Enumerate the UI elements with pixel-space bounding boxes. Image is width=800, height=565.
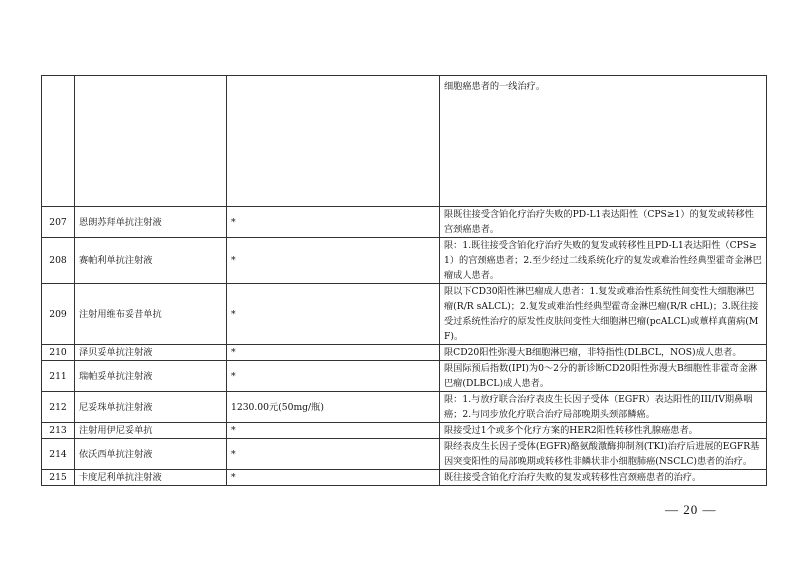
table-row bbox=[42, 439, 767, 470]
drug-name: 瑞帕妥单抗注射液 bbox=[75, 361, 227, 392]
table-row-continuation bbox=[42, 76, 767, 207]
page-number: — 20 — bbox=[665, 502, 717, 517]
row-number bbox=[42, 76, 75, 207]
drug-name bbox=[75, 76, 227, 207]
table-row bbox=[42, 470, 767, 486]
drug-restriction: 限经表皮生长因子受体(EGFR)酪氨酸激酶抑制剂(TKI)治疗后进展的EGFR基因突变阳性的局部晚期或转移性非鳞状非小细胞肺癌(NSCLC)患者的治疗。 bbox=[440, 439, 767, 470]
table-row bbox=[42, 207, 767, 238]
drug-price: * bbox=[227, 361, 440, 392]
drug-price: * bbox=[227, 238, 440, 284]
drug-price: * bbox=[227, 207, 440, 238]
drug-name: 卡度尼利单抗注射液 bbox=[75, 470, 227, 486]
drug-price bbox=[227, 76, 440, 207]
drug-price: * bbox=[227, 345, 440, 361]
drug-name: 尼妥珠单抗注射液 bbox=[75, 392, 227, 423]
drug-name: 注射用伊尼妥单抗 bbox=[75, 423, 227, 439]
drug-restriction: 细胞癌患者的一线治疗。 bbox=[440, 76, 767, 207]
table-row bbox=[42, 392, 767, 423]
table-row bbox=[42, 284, 767, 345]
drug-restriction: 限国际预后指数(IPI)为0～2分的新诊断CD20阳性弥漫大B细胞性非霍奇金淋巴瘤(DLBCL)成人患者。 bbox=[440, 361, 767, 392]
drug-price: * bbox=[227, 470, 440, 486]
drug-name: 泽贝妥单抗注射液 bbox=[75, 345, 227, 361]
row-number: 215 bbox=[42, 470, 75, 486]
table-row bbox=[42, 238, 767, 284]
row-number: 211 bbox=[42, 361, 75, 392]
drug-price: 1230.00元(50mg/瓶) bbox=[227, 392, 440, 423]
drug-name: 依沃西单抗注射液 bbox=[75, 439, 227, 470]
drug-restriction: 限CD20阳性弥漫大B细胞淋巴瘤，非特指性(DLBCL，NOS)成人患者。 bbox=[440, 345, 767, 361]
row-number: 207 bbox=[42, 207, 75, 238]
drug-price: * bbox=[227, 439, 440, 470]
drug-price: * bbox=[227, 423, 440, 439]
drug-name: 赛帕利单抗注射液 bbox=[75, 238, 227, 284]
row-number: 213 bbox=[42, 423, 75, 439]
row-number: 209 bbox=[42, 284, 75, 345]
drug-restriction: 既往接受含铂化疗治疗失败的复发或转移性宫颈癌患者的治疗。 bbox=[440, 470, 767, 486]
row-number: 212 bbox=[42, 392, 75, 423]
row-number: 208 bbox=[42, 238, 75, 284]
drug-restriction: 限：1.既往接受含铂化疗治疗失败的复发或转移性且PD-L1表达阳性（CPS≥1）的宫颈癌患者；2.至少经过二线系统化疗的复发或难治性经典型霍奇金淋巴瘤成人患者。 bbox=[440, 238, 767, 284]
drug-restriction: 限以下CD30阳性淋巴瘤成人患者：1.复发或难治性系统性间变性大细胞淋巴瘤(R/R sALCL)；2.复发或难治性经典型霍奇金淋巴瘤(R/R cHL)；3.既往接受过系统性治疗的原发性皮肤间变性大细胞淋巴瘤(pcALCL)或蕈样真菌病(MF)。 bbox=[440, 284, 767, 345]
table-row bbox=[42, 361, 767, 392]
drug-name: 恩朗苏拜单抗注射液 bbox=[75, 207, 227, 238]
table-row bbox=[42, 345, 767, 361]
row-number: 214 bbox=[42, 439, 75, 470]
drug-restriction: 限既往接受含铂化疗治疗失败的PD-L1表达阳性（CPS≥1）的复发或转移性宫颈癌患者。 bbox=[440, 207, 767, 238]
drug-restriction: 限：1.与放疗联合治疗表皮生长因子受体（EGFR）表达阳性的III/IV期鼻咽癌；2.与同步放化疗联合治疗局部晚期头颈部鳞癌。 bbox=[440, 392, 767, 423]
drug-table bbox=[41, 75, 767, 486]
drug-price: * bbox=[227, 284, 440, 345]
row-number: 210 bbox=[42, 345, 75, 361]
drug-table-body bbox=[42, 76, 767, 486]
table-row bbox=[42, 423, 767, 439]
drug-name: 注射用维布妥昔单抗 bbox=[75, 284, 227, 345]
drug-restriction: 限接受过1个或多个化疗方案的HER2阳性转移性乳腺癌患者。 bbox=[440, 423, 767, 439]
